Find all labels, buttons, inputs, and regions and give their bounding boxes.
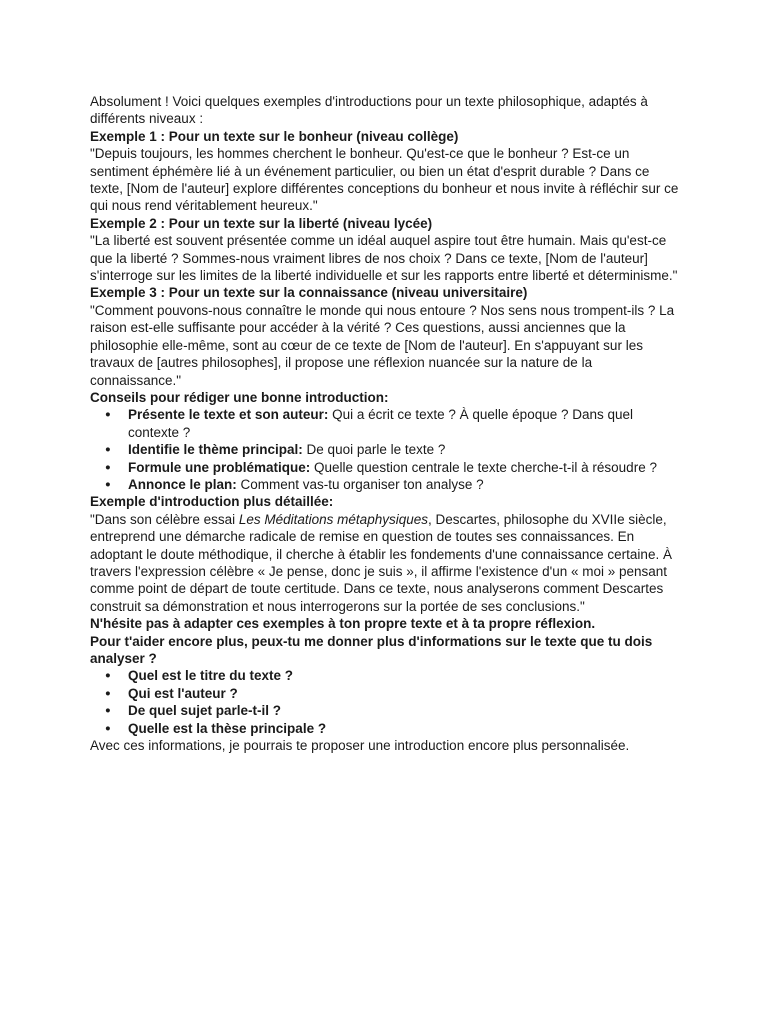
questions-list [90,667,682,737]
follow-up-question: Pour t'aider encore plus, peux-tu me donner plus d'informations sur le texte que tu dois analyser ? [90,633,653,666]
example-2-heading: Exemple 2 : Pour un texte sur la liberté (niveau lycée) [90,215,433,231]
tip-text: Quelle question centrale le texte cherche-t-il à résoudre ? [310,459,657,475]
tip-label: Identifie le thème principal: [128,442,303,458]
list-item [128,441,682,458]
tips-heading: Conseils pour rédiger une bonne introduction: [90,389,389,405]
list-item [128,406,682,441]
list-item [128,459,682,476]
document-page [90,93,682,754]
tip-label: Présente le texte et son auteur: [128,407,329,423]
tip-text: Comment vas-tu organiser ton analyse ? [236,476,484,492]
list-item: ● Qui est l'auteur ? [128,685,682,702]
list-item: ● Quelle est la thèse principale ? [128,720,682,737]
tips-list [90,406,682,493]
example-3-heading: Exemple 3 : Pour un texte sur la connaissance (niveau universitaire) [90,285,528,301]
detailed-example-text [90,511,682,615]
example-1-heading: Exemple 1 : Pour un texte sur le bonheur (niveau collège) [90,128,459,144]
tip-text: Qui a écrit ce texte ? À quelle époque ? Dans quel contexte ? [128,407,634,440]
list-item [128,476,682,493]
detailed-text-start: "Dans son célèbre essai [90,511,239,527]
tip-label: Annonce le plan: [128,476,237,492]
tip-label: Formule une problématique: [128,459,311,475]
detailed-example-heading: Exemple d'introduction plus détaillée: [90,494,334,510]
list-item: ● De quel sujet parle-t-il ? [128,702,682,719]
example-2-text: "La liberté est souvent présentée comme un idéal auquel aspire tout être humain. Mais qu'est-ce que la liberté ? Sommes-nous vraiment libres de nos choix ? Dans ce texte, [Nom de l'auteur] s'interroge sur les limites de la liberté individuelle et sur les rapports entre liberté et déterminisme." [90,233,678,284]
closing-paragraph: Avec ces informations, je pourrais te proposer une introduction encore plus personnalisée. [90,738,630,754]
detailed-text-end: , Descartes, philosophe du XVIIe siècle, entreprend une démarche radicale de remise en question de toutes ses connaissances. En adoptant le doute méthodique, il cherche à établir les fondements d'une connaissance certaine. À travers l'expression célèbre « Je pense, donc je suis », il affirme l'existence d'un « moi » pensant comme point de départ de toute certitude. Dans ce texte, nous analyserons comment Descartes construit sa démonstration et nous interrogerons sur la portée de ses conclusions." [90,511,672,614]
list-item: ● Quel est le titre du texte ? [128,667,682,684]
tip-text: De quoi parle le texte ? [302,442,446,458]
example-3-text: "Comment pouvons-nous connaître le monde qui nous entoure ? Nos sens nous trompent-ils ? La raison est-elle suffisante pour accéder à la vérité ? Ces questions, aussi anciennes que la philosophie elle-même, sont au cœur de ce texte de [Nom de l'auteur]. En s'appuyant sur les travaux de [autres philosophes], il propose une réflexion nuancée sur la nature de la connaissance." [90,302,675,388]
work-title: Les Méditations métaphysiques [238,511,428,527]
example-1-text: "Depuis toujours, les hommes cherchent le bonheur. Qu'est-ce que le bonheur ? Est-ce un sentiment éphémère lié à un événement particulier, ou bien un état d'esprit durable ? Dans ce texte, [Nom de l'auteur] explore différentes conceptions du bonheur et nous invite à réfléchir sur ce qui nous rend véritablement heureux." [90,146,679,214]
intro-paragraph: Absolument ! Voici quelques exemples d'introductions pour un texte philosophique, adaptés à différents niveaux : [90,94,648,127]
encouragement-text: N'hésite pas à adapter ces exemples à ton propre texte et à ta propre réflexion. [90,616,596,632]
